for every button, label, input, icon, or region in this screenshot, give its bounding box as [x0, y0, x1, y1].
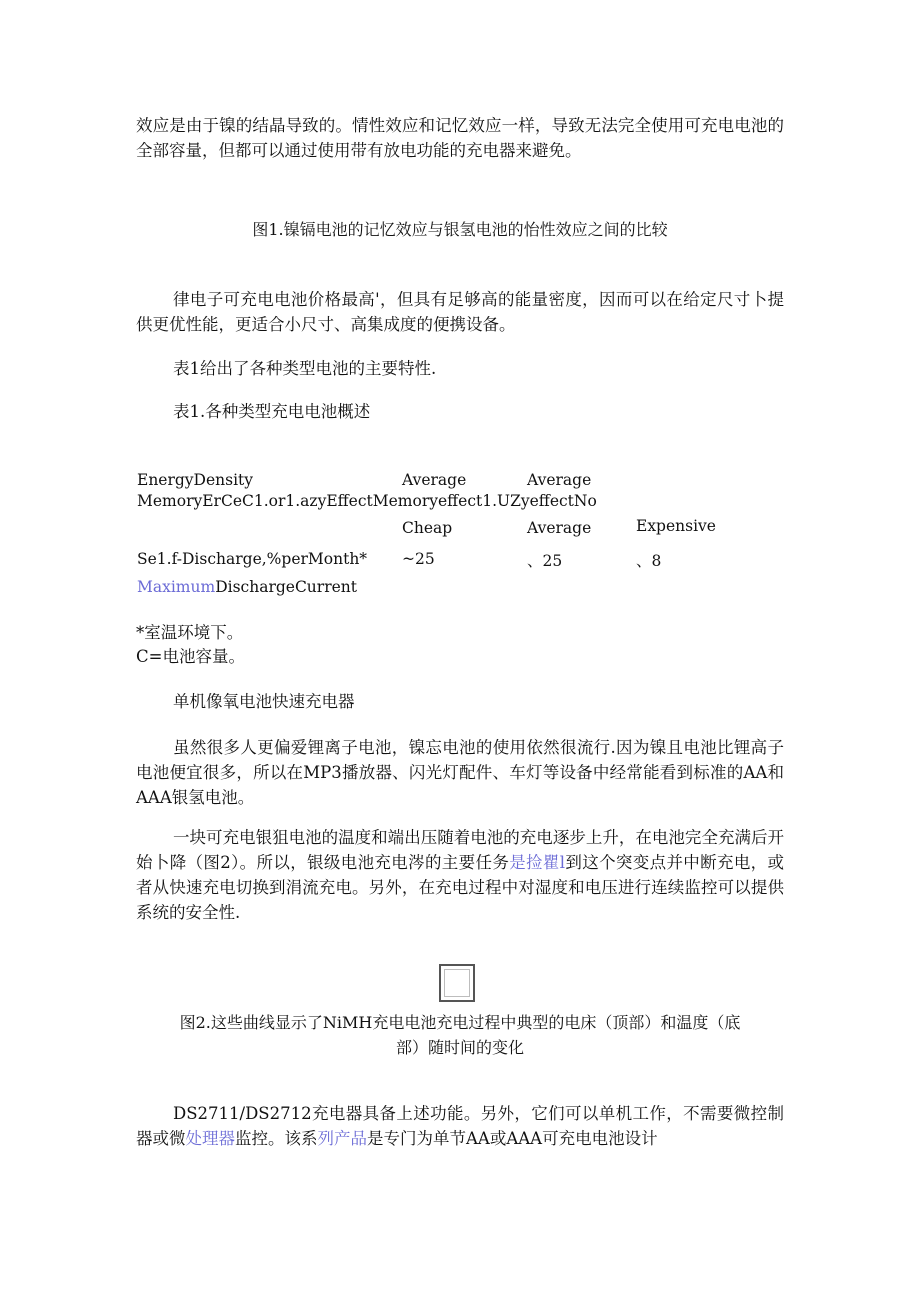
table-cell-self-discharge-c3: 、8 — [636, 552, 662, 570]
table-cell-cost-c2: Average — [527, 519, 592, 537]
processor-link[interactable]: 处理器 — [185, 1129, 235, 1148]
section-heading: 单机像氧电池快速充电器 — [173, 692, 355, 711]
paragraph-5-link[interactable]: 是捡瞿l — [509, 853, 566, 872]
figure-1-caption: 图1.镍镉电池的记忆效应与银氢电池的怡性效应之间的比较 — [252, 220, 668, 239]
table-cell-cost-c3: Expensive — [636, 517, 716, 535]
table-cell-cost-c1: Cheap — [402, 519, 453, 537]
table-cell-max-discharge-label — [137, 577, 357, 597]
paragraph-4: 虽然很多人更偏爱锂离子电池，镍忘电池的使用依然很流行.因为镍且电池比锂高子电池便宜很多，所以在MP3播放器、闪光灯配件、车灯等设备中经常能看到标准的AA和AAA银氢电池。 — [136, 738, 784, 807]
table-cell-self-discharge-c1: ~25 — [402, 550, 435, 568]
table-1-title: 表1.各种类型充电电池概述 — [173, 402, 371, 421]
table-cell-memory-effect-row: MemoryErCeC1.or1.azyEffectMemoryeffect1.UZyeffectNo — [137, 492, 597, 510]
paragraph-1: 效应是由于镍的结晶导致的。情性效应和记忆效应一样，导致无法完全使用可充电电池的全部容量，但都可以通过使用带有放电功能的充电器来避免。 — [136, 116, 784, 160]
figure-2-caption-line-2: 部）随时间的变化 — [395, 1038, 524, 1057]
table-cell-energy-density-c2: Average — [527, 471, 592, 489]
paragraph-5-after: 到这个突变点并中断充电，或者从快速充电切换到涓流充电。另外，在充电过程中对湿度和电压进行连续监控可以提供系统的安全性. — [136, 853, 785, 922]
table-cell-energy-density-label: EnergyDensity — [137, 471, 254, 489]
paragraph-5-before: 一块可充电银狙电池的温度和端出压随着电池的充电逐步上升，在电池完全充满后开始卜降（图2）。所以，银级电池充电涔的主要任务 — [136, 828, 784, 872]
table-cell-energy-density-c1: Average — [402, 471, 467, 489]
paragraph-5 — [136, 825, 784, 925]
table-cell-self-discharge-c2: 、25 — [527, 552, 563, 570]
paragraph-6-part-1: DS2711/DS2712充电器具备上述功能。另外，它们可以单机工作，不需要微控制器或微 — [136, 1104, 784, 1148]
paragraph-6-part-3: 是专门为单节AA或AAA可充电电池设计 — [367, 1129, 658, 1148]
figure-2-caption-line-1: 图2.这些曲线显示了NiMH充电电池充电过程中典型的电床（顶部）和温度（底 — [179, 1013, 741, 1032]
paragraph-6 — [136, 1101, 784, 1151]
table-cell-self-discharge-label: Se1.f-Discharge,%perMonth* — [137, 550, 368, 568]
paragraph-6-part-2: 监控。该系 — [235, 1129, 318, 1148]
note-capacity: C=电池容量。 — [136, 647, 245, 666]
paragraph-2: 律电子可充电电池价格最高'，但具有足够高的能量密度，因而可以在给定尺寸卜提供更优性能，更适合小尺寸、高集成度的便携设备。 — [136, 290, 784, 334]
note-room-temperature: *室温环境下。 — [136, 623, 244, 642]
product-series-link[interactable]: 列产品 — [317, 1129, 367, 1148]
paragraph-3: 表1给出了各种类型电池的主要特性. — [173, 359, 437, 378]
figure-2-image-placeholder — [439, 964, 475, 1002]
maximum-link[interactable]: Maximum — [137, 578, 216, 596]
max-discharge-rest: DischargeCurrent — [215, 578, 357, 596]
